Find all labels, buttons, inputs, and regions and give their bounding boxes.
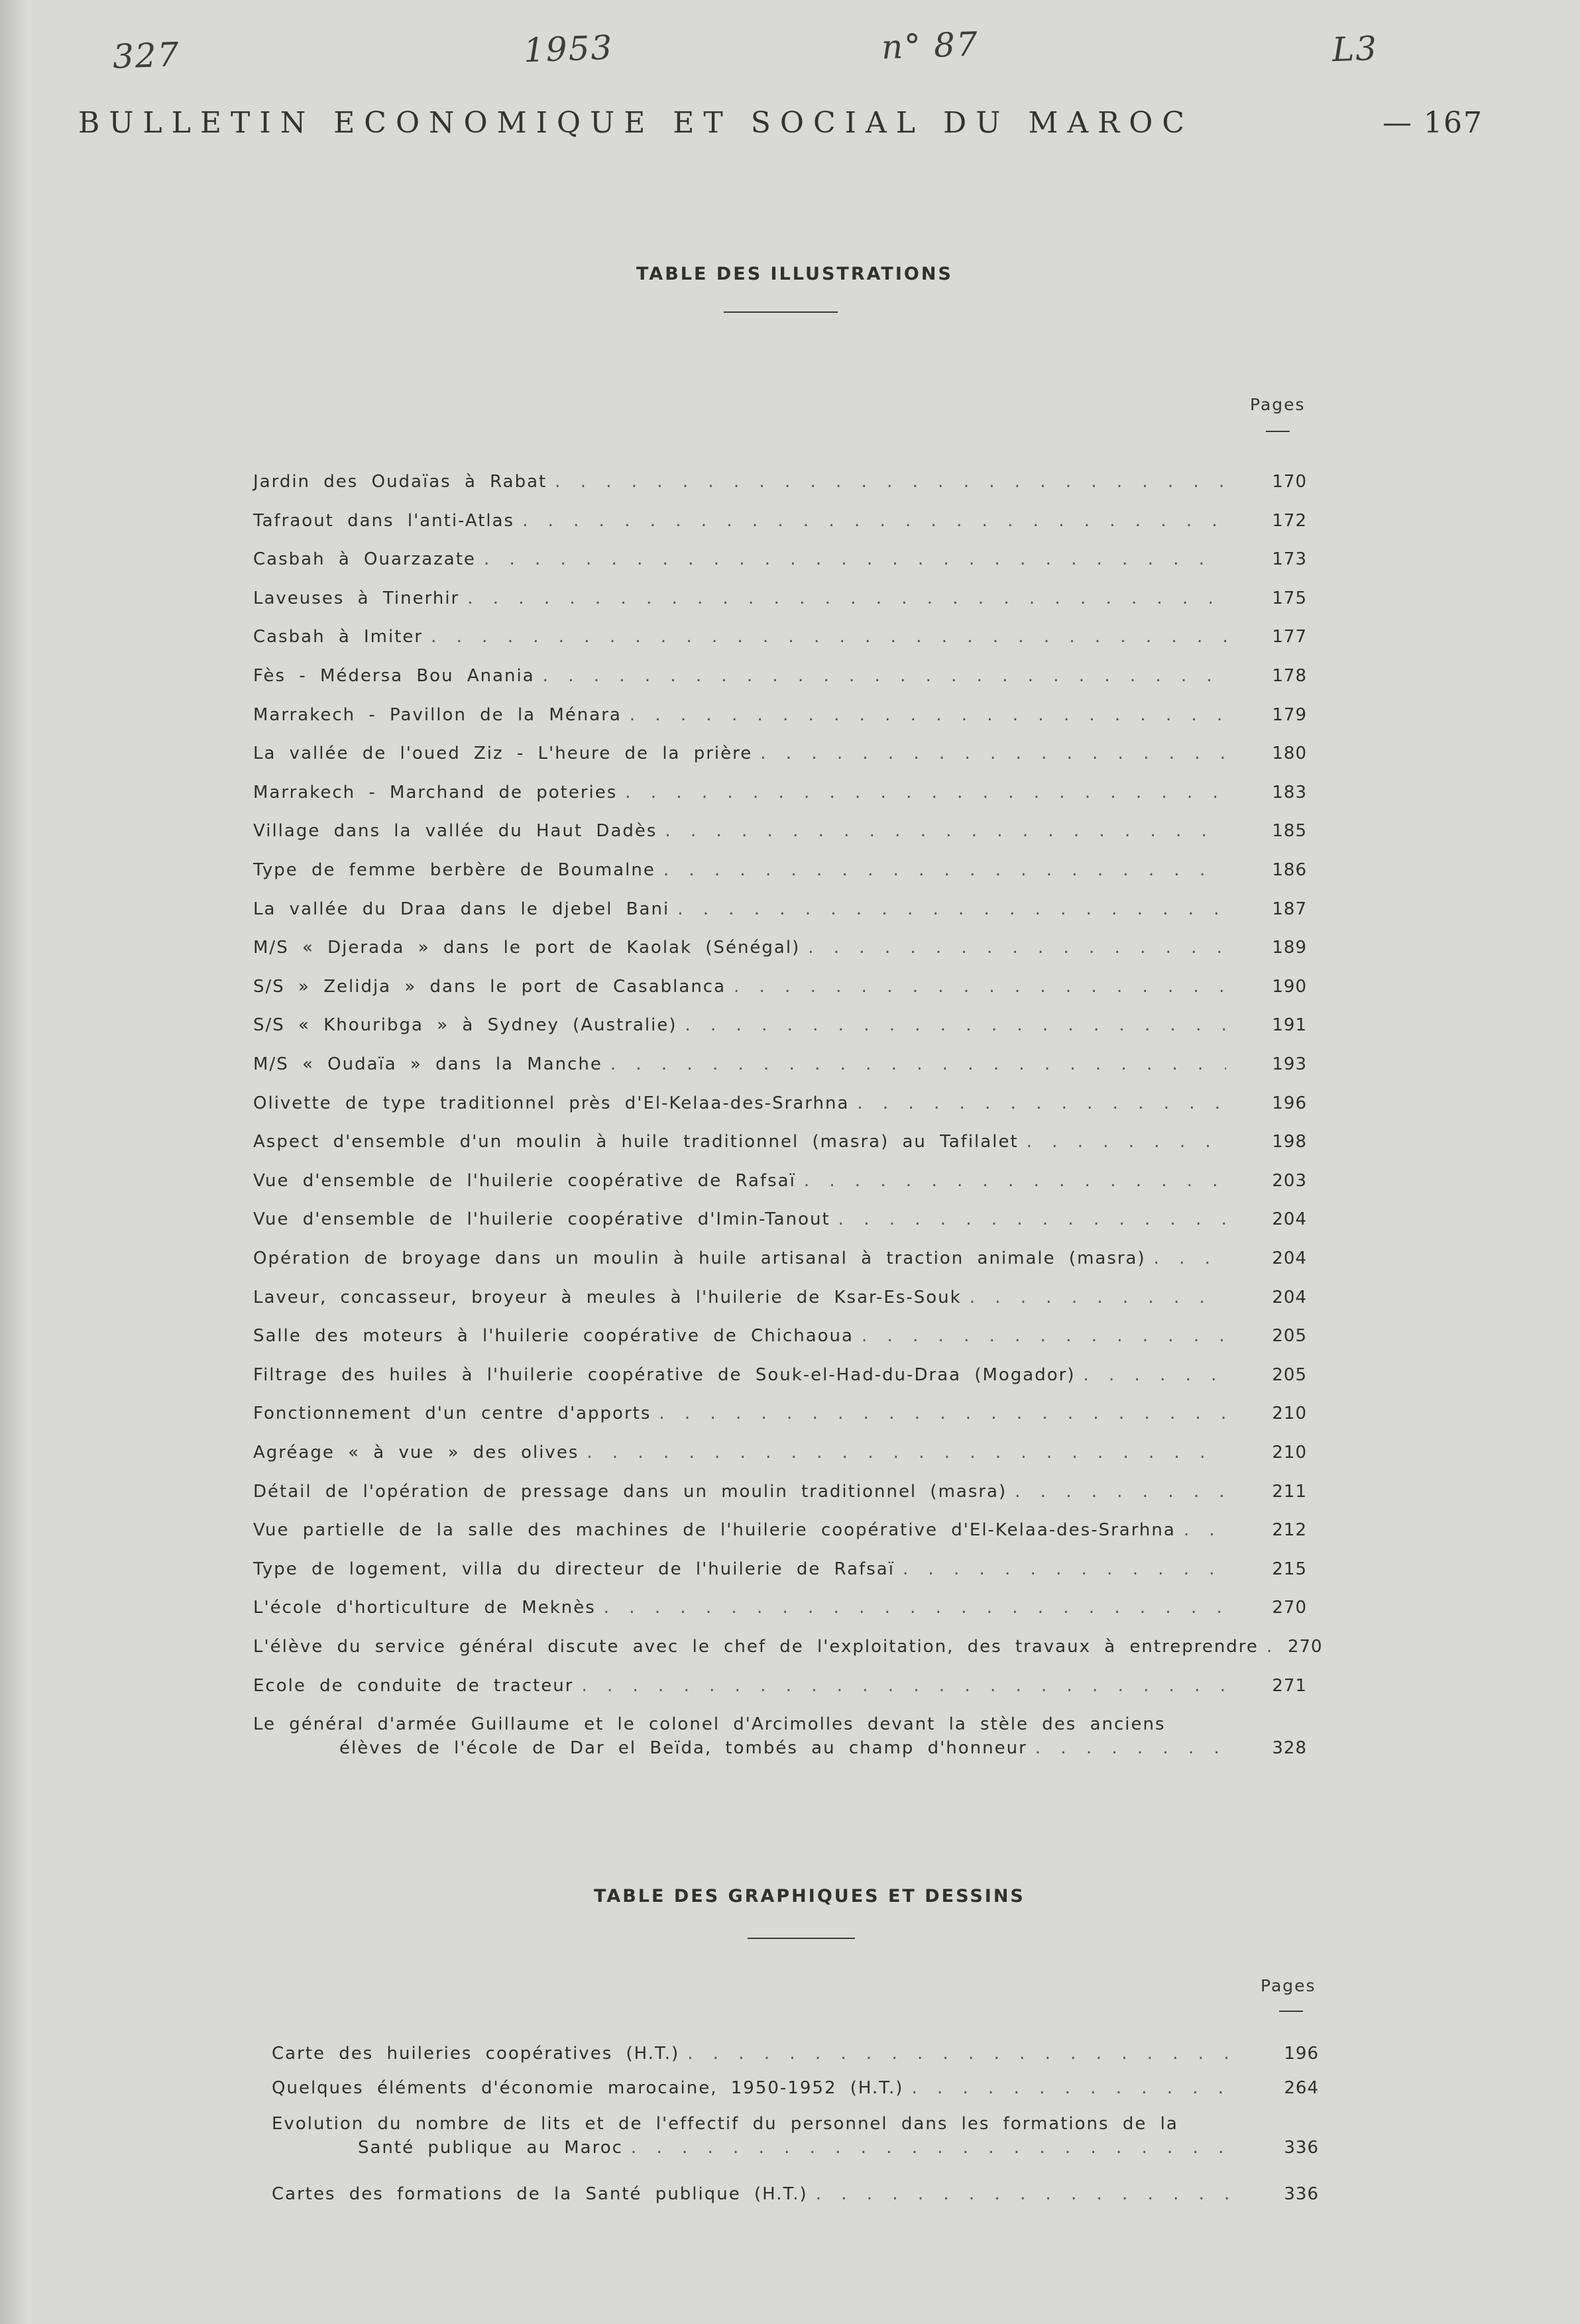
toc-entry-multiline: [272, 2114, 1319, 2170]
toc-entry-title-line1: Evolution du nombre de lits et de l'effectif du personnel dans les formations de la: [272, 2114, 1178, 2134]
toc-entry-title: S/S » Zelidja » dans le port de Casablanca: [253, 977, 726, 997]
toc-entry-title: Aspect d'ensemble d'un moulin à huile traditionnel (masra) au Tafilalet: [253, 1132, 1019, 1152]
toc-entry-page: 193: [1272, 1054, 1307, 1074]
dot-leader: [903, 1559, 1226, 1579]
toc-entry-page: 215: [1272, 1559, 1307, 1579]
toc-entry: [253, 1171, 1307, 1197]
toc-entry-title: Laveur, concasseur, broyeur à meules à l'huilerie de Ksar-Es-Souk: [253, 1288, 962, 1307]
dot-leader: [663, 860, 1226, 880]
toc-entry: [253, 938, 1307, 964]
dot-leader: [467, 588, 1226, 608]
toc-entry-page: 198: [1272, 1132, 1307, 1152]
toc-entry-title: La vallée du Draa dans le djebel Bani: [253, 899, 670, 919]
toc-entry-page: 190: [1272, 977, 1307, 997]
toc-entry-page: 204: [1272, 1209, 1307, 1229]
dot-leader: [555, 472, 1226, 492]
toc-entry-title: Marrakech - Marchand de poteries: [253, 783, 618, 802]
dot-leader: [862, 1326, 1226, 1346]
toc-entry-title: Jardin des Oudaïas à Rabat: [253, 472, 547, 492]
toc-entry-title: Ecole de conduite de tracteur: [253, 1676, 574, 1696]
toc-entry-title: Fonctionnement d'un centre d'apports: [253, 1404, 651, 1423]
toc-entry-line2: [272, 2138, 1319, 2158]
toc-entry: [253, 1365, 1307, 1392]
toc-entry: [253, 1676, 1307, 1702]
toc-entry-title: Vue d'ensemble de l'huilerie coopérative de Rafsaï: [253, 1171, 796, 1191]
toc-entry-page: 212: [1272, 1520, 1307, 1540]
dot-leader: [581, 1676, 1226, 1696]
toc-entry-title: Vue d'ensemble de l'huilerie coopérative d'Imin-Tanout: [253, 1209, 830, 1229]
dot-leader: [970, 1288, 1226, 1307]
dot-leader: [1154, 1248, 1226, 1268]
page-number: — 167: [1382, 106, 1483, 140]
toc-entry-page: 203: [1272, 1171, 1307, 1191]
toc-entry: [272, 2044, 1319, 2070]
toc-entry: [253, 1520, 1307, 1547]
toc-entry-title: Agréage « à vue » des olives: [253, 1443, 579, 1463]
dot-leader: [734, 977, 1226, 997]
toc-entry: [253, 1598, 1307, 1624]
dot-leader: [760, 744, 1226, 763]
toc-entry: [253, 783, 1307, 809]
toc-entry: [253, 1054, 1307, 1081]
toc-entry-title: Casbah à Imiter: [253, 627, 423, 647]
dot-leader: [804, 1171, 1226, 1191]
dot-leader: [857, 1093, 1226, 1113]
illustrations-pages-label: Pages: [1250, 395, 1306, 414]
dot-leader: [808, 938, 1226, 958]
toc-entry-line2: [253, 1738, 1307, 1758]
handwritten-issue: n° 87: [881, 25, 980, 67]
toc-entry-title: S/S « Khouribga » à Sydney (Australie): [253, 1015, 677, 1035]
dot-leader: [816, 2184, 1238, 2204]
toc-entry-title: Olivette de type traditionnel près d'El-Kelaa-des-Srarhna: [253, 1093, 850, 1113]
dot-leader: [1267, 1637, 1280, 1657]
toc-entry-page: 187: [1272, 899, 1307, 919]
toc-entry-page: 270: [1287, 1637, 1323, 1657]
toc-entry-page: 191: [1272, 1015, 1307, 1035]
toc-entry-title: Filtrage des huiles à l'huilerie coopérative de Souk-el-Had-du-Draa (Mogador): [253, 1365, 1076, 1385]
toc-entry-title: Salle des moteurs à l'huilerie coopérative de Chichaoua: [253, 1326, 854, 1346]
dot-leader: [543, 666, 1226, 686]
toc-entry-page: 271: [1272, 1676, 1307, 1696]
dot-leader: [1083, 1365, 1226, 1385]
dot-leader: [631, 2138, 1238, 2158]
toc-entry: [253, 472, 1307, 498]
toc-entry-page: 205: [1272, 1365, 1307, 1385]
toc-entry-page: 204: [1272, 1248, 1307, 1268]
toc-entry-page: 185: [1272, 821, 1307, 841]
dot-leader: [685, 1015, 1226, 1035]
toc-entry-title-line1: Le général d'armée Guillaume et le colonel d'Arcimolles devant la stèle des anciens: [253, 1714, 1166, 1734]
illustrations-pages-rule: [1266, 431, 1290, 432]
toc-entry: [272, 2078, 1319, 2105]
toc-entry-page: 211: [1272, 1482, 1307, 1502]
graphics-rule: [748, 1938, 855, 1939]
toc-entry: [272, 2184, 1319, 2211]
toc-entry-page: 173: [1272, 549, 1307, 569]
dot-leader: [1027, 1132, 1226, 1152]
dot-leader: [604, 1598, 1226, 1618]
toc-entry-title: Village dans la vallée du Haut Dadès: [253, 821, 657, 841]
toc-entry-page: 186: [1272, 860, 1307, 880]
toc-entry: [253, 627, 1307, 653]
dot-leader: [1015, 1482, 1226, 1502]
toc-entry-title: Opération de broyage dans un moulin à huile artisanal à traction animale (masra): [253, 1248, 1146, 1268]
dot-leader: [838, 1209, 1226, 1229]
toc-entry-title-line2: élèves de l'école de Dar el Beïda, tombés au champ d'honneur: [339, 1738, 1027, 1758]
toc-entry: [253, 821, 1307, 848]
dot-leader: [625, 783, 1226, 802]
dot-leader: [610, 1054, 1226, 1074]
toc-entry: [253, 511, 1307, 537]
toc-entry-page: 210: [1272, 1443, 1307, 1463]
toc-entry-page: 172: [1272, 511, 1307, 531]
dot-leader: [677, 899, 1226, 919]
journal-title: BULLETIN ECONOMIQUE ET SOCIAL DU MAROC: [78, 106, 1194, 140]
binding-shadow: [0, 0, 27, 2324]
toc-entry-page: 264: [1284, 2078, 1319, 2098]
toc-entry-page: 179: [1272, 705, 1307, 725]
toc-entry-page: 183: [1272, 783, 1307, 802]
handwritten-code: L3: [1331, 28, 1379, 70]
toc-entry-title: M/S « Oudaïa » dans la Manche: [253, 1054, 602, 1074]
toc-entry-page: 180: [1272, 744, 1307, 763]
toc-entry: [253, 1132, 1307, 1158]
toc-entry: [253, 1482, 1307, 1508]
toc-entry: [253, 549, 1307, 576]
toc-entry-title: Quelques éléments d'économie marocaine, 1950-1952 (H.T.): [272, 2078, 904, 2098]
toc-entry-page: 189: [1272, 938, 1307, 958]
toc-entry-page: 336: [1284, 2138, 1319, 2158]
illustrations-rule: [724, 311, 838, 313]
toc-entry: [253, 1209, 1307, 1236]
toc-entry-page: 205: [1272, 1326, 1307, 1346]
toc-entry: [253, 666, 1307, 692]
toc-entry: [253, 860, 1307, 887]
toc-entry: [253, 705, 1307, 732]
toc-entry: [253, 899, 1307, 926]
toc-entry-page: 175: [1272, 588, 1307, 608]
toc-entry-page: 178: [1272, 666, 1307, 686]
toc-entry: [253, 744, 1307, 770]
toc-entry-page: 170: [1272, 472, 1307, 492]
toc-entry-title: Type de femme berbère de Boumalne: [253, 860, 655, 880]
toc-entry-page: 210: [1272, 1404, 1307, 1423]
toc-entry-title: Carte des huileries coopératives (H.T.): [272, 2044, 680, 2064]
dot-leader: [911, 2078, 1238, 2098]
toc-entry-title: Fès - Médersa Bou Anania: [253, 666, 535, 686]
toc-entry-page: 204: [1272, 1288, 1307, 1307]
dot-leader: [522, 511, 1226, 531]
graphics-title: TABLE DES GRAPHIQUES ET DESSINS: [594, 1886, 1025, 1907]
toc-entry-title: Type de logement, villa du directeur de l'huilerie de Rafsaï: [253, 1559, 895, 1579]
toc-entry-title: Marrakech - Pavillon de la Ménara: [253, 705, 622, 725]
dot-leader: [484, 549, 1226, 569]
running-head: [78, 106, 1483, 140]
toc-entry: [253, 1404, 1307, 1430]
toc-entry: [253, 1288, 1307, 1314]
dot-leader: [587, 1443, 1226, 1463]
illustrations-title: TABLE DES ILLUSTRATIONS: [636, 264, 953, 284]
handwritten-ref: 327: [112, 35, 181, 76]
toc-entry-page: 328: [1272, 1738, 1307, 1758]
toc-entry-page: 196: [1284, 2044, 1319, 2064]
toc-entry: [253, 1093, 1307, 1120]
toc-entry: [253, 588, 1307, 615]
toc-entry: [253, 1326, 1307, 1353]
toc-entry-page: 177: [1272, 627, 1307, 647]
toc-entry-multiline: [253, 1714, 1307, 1770]
toc-entry-title: L'élève du service général discute avec le chef de l'exploitation, des travaux à entreprendre: [253, 1637, 1259, 1657]
toc-entry-page: 196: [1272, 1093, 1307, 1113]
toc-entry-page: 336: [1284, 2184, 1319, 2204]
dot-leader: [687, 2044, 1238, 2064]
toc-entry-title: L'école d'horticulture de Meknès: [253, 1598, 596, 1618]
toc-entry: [253, 1015, 1307, 1042]
toc-entry: [253, 1559, 1307, 1586]
toc-entry-title: Casbah à Ouarzazate: [253, 549, 476, 569]
dot-leader: [659, 1404, 1226, 1423]
toc-entry-title: M/S « Djerada » dans le port de Kaolak (Sénégal): [253, 938, 801, 958]
toc-entry-title: Tafraout dans l'anti-Atlas: [253, 511, 515, 531]
toc-entry-title: Cartes des formations de la Santé publique (H.T.): [272, 2184, 808, 2204]
toc-entry-page: 270: [1272, 1598, 1307, 1618]
dot-leader: [1184, 1520, 1226, 1540]
dot-leader: [665, 821, 1226, 841]
toc-entry-title-line2: Santé publique au Maroc: [358, 2138, 623, 2158]
dot-leader: [630, 705, 1226, 725]
handwritten-year: 1953: [523, 28, 614, 70]
toc-entry: [253, 977, 1307, 1003]
toc-entry-title: La vallée de l'oued Ziz - L'heure de la prière: [253, 744, 753, 763]
toc-entry-title: Vue partielle de la salle des machines de l'huilerie coopérative d'El-Kelaa-des-Srarhna: [253, 1520, 1176, 1540]
toc-entry: [253, 1443, 1307, 1469]
dot-leader: [431, 627, 1226, 647]
toc-entry-title: Laveuses à Tinerhir: [253, 588, 460, 608]
toc-entry: [253, 1637, 1323, 1663]
graphics-pages-label: Pages: [1261, 1976, 1316, 1995]
toc-entry-title: Détail de l'opération de pressage dans un moulin traditionnel (masra): [253, 1482, 1007, 1502]
graphics-pages-rule: [1279, 2011, 1303, 2012]
toc-entry: [253, 1248, 1307, 1275]
dot-leader: [1035, 1738, 1226, 1758]
